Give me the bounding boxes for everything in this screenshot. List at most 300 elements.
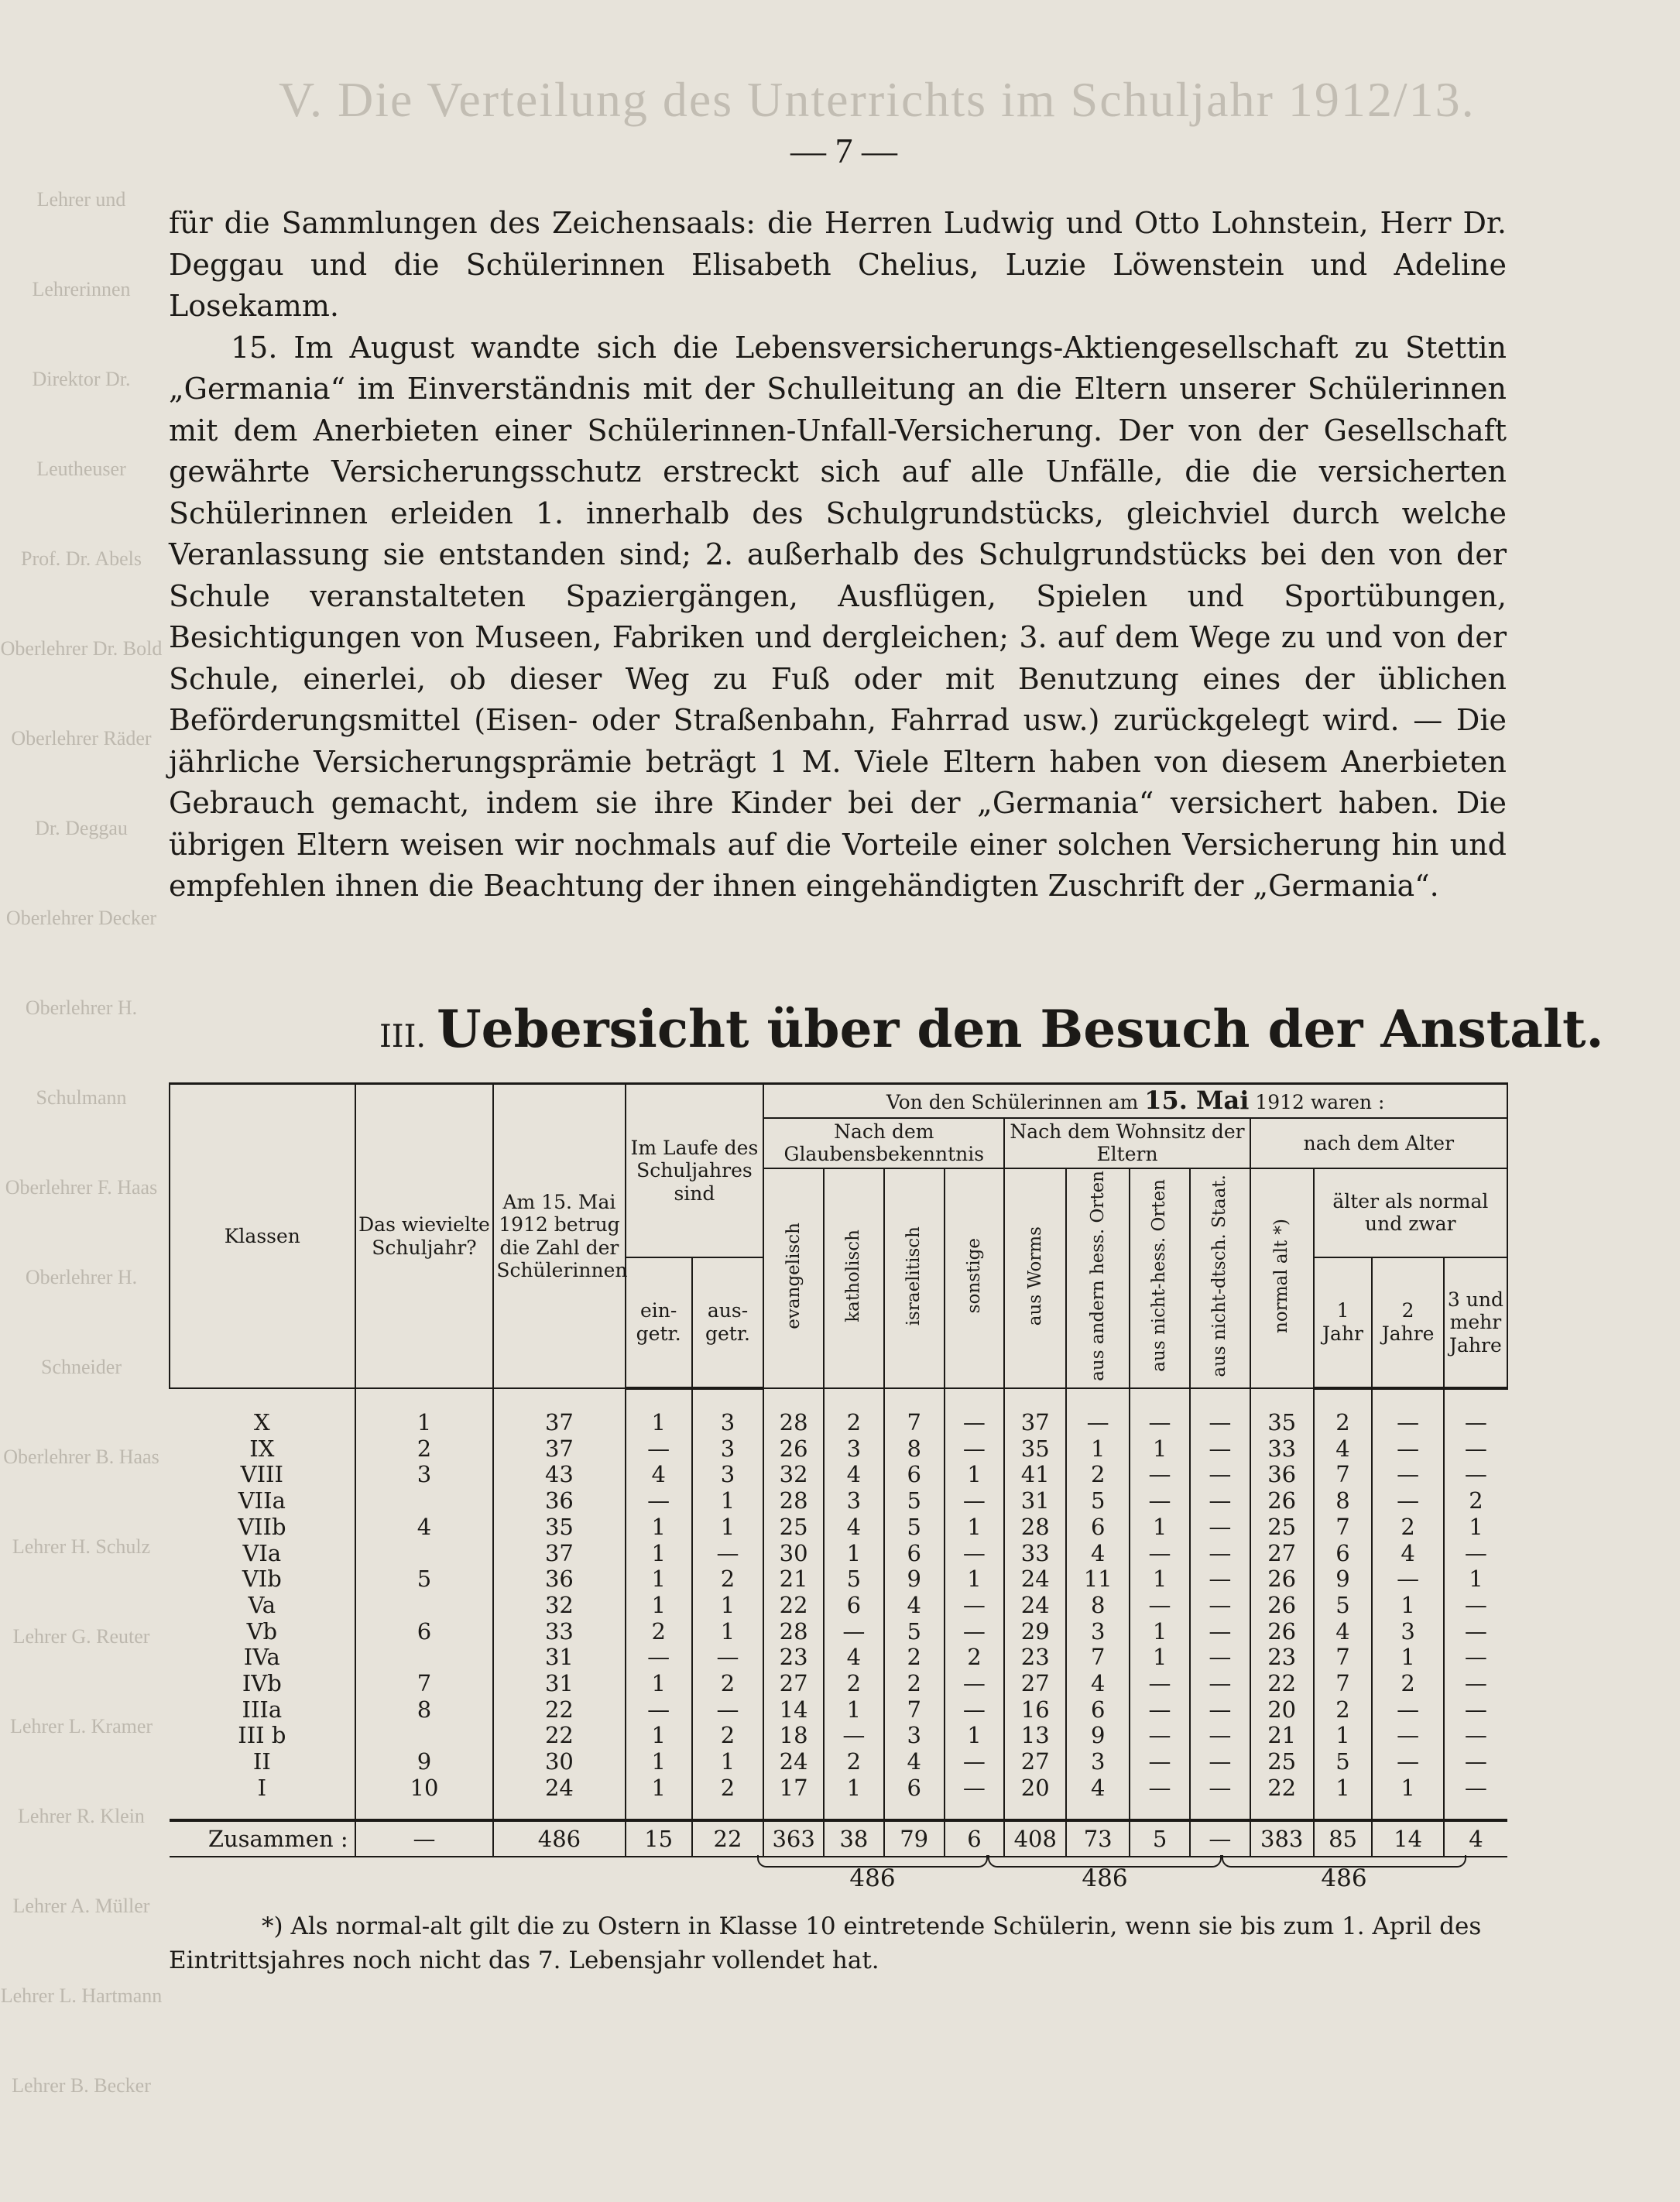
table-cell: — xyxy=(1372,1388,1443,1436)
table-cell: — xyxy=(1190,1514,1250,1541)
table-cell: 8 xyxy=(355,1697,494,1724)
table-cell: VIb xyxy=(242,1566,282,1593)
table-cell: — xyxy=(692,1697,763,1724)
table-cell: 7 xyxy=(1314,1514,1373,1541)
table-cell: 14 xyxy=(763,1697,824,1724)
table-cell: — xyxy=(945,1775,1005,1820)
table-cell: 18 xyxy=(763,1723,824,1749)
table-cell: 7 xyxy=(1066,1645,1130,1671)
table-cell: 28 xyxy=(1004,1514,1066,1541)
col-header-1jahr: 1 Jahr xyxy=(1314,1257,1373,1388)
table-cell: 37 xyxy=(493,1388,625,1436)
table-cell: — xyxy=(1444,1775,1507,1820)
table-cell: — xyxy=(1190,1593,1250,1619)
col-header-alter: nach dem Alter xyxy=(1250,1118,1507,1168)
table-cell: 29 xyxy=(1004,1619,1066,1645)
table-cell: 4 xyxy=(1066,1775,1130,1820)
table-cell: 9 xyxy=(1314,1566,1373,1593)
table-cell: 1 xyxy=(1130,1645,1190,1671)
table-cell: 15 xyxy=(626,1820,692,1857)
table-cell: 32 xyxy=(493,1593,625,1619)
table-cell: 41 xyxy=(1004,1462,1066,1488)
table-cell: 8 xyxy=(1066,1593,1130,1619)
table-cell: 22 xyxy=(493,1697,625,1724)
table-cell: 3 xyxy=(884,1723,945,1749)
table-cell: — xyxy=(626,1645,692,1671)
page-number: — 7 — xyxy=(790,131,897,170)
col-header-wohnsitz: Nach dem Wohnsitz der Eltern xyxy=(1004,1118,1250,1168)
table-cell: 10 xyxy=(355,1775,494,1820)
table-cell: 79 xyxy=(884,1820,945,1857)
table-cell: — xyxy=(945,1671,1005,1697)
table-cell: 4 xyxy=(1314,1436,1373,1463)
table-row xyxy=(170,1645,1507,1671)
table-cell: VIII xyxy=(240,1461,283,1488)
table-cell: 1 xyxy=(626,1514,692,1541)
header-text: aus nicht-dtsch. Staat. xyxy=(1209,1174,1230,1377)
table-cell: 6 xyxy=(1314,1541,1373,1567)
table-cell: 6 xyxy=(884,1775,945,1820)
table-cell: 21 xyxy=(1250,1723,1314,1749)
table-cell: 1 xyxy=(692,1514,763,1541)
table-cell: 1 xyxy=(945,1462,1005,1488)
table-row xyxy=(170,1541,1507,1567)
header-text: aus andern hess. Orten xyxy=(1087,1170,1108,1381)
table-cell: — xyxy=(1190,1436,1250,1463)
table-cell: 2 xyxy=(1314,1388,1373,1436)
table-cell: 6 xyxy=(945,1820,1005,1857)
table-row xyxy=(170,1488,1507,1514)
table-cell: — xyxy=(1190,1671,1250,1697)
header-text: aus nicht-hess. Orten xyxy=(1149,1179,1170,1372)
table-cell: 4 xyxy=(1372,1541,1443,1567)
header-text: israelitisch xyxy=(903,1226,924,1326)
table-cell: — xyxy=(945,1593,1005,1619)
table-cell: 1 xyxy=(1372,1593,1443,1619)
table-cell: — xyxy=(1130,1541,1190,1567)
table-cell: 37 xyxy=(493,1436,625,1463)
table-cell: 408 xyxy=(1004,1820,1066,1857)
table-cell: 38 xyxy=(824,1820,884,1857)
table-cell: 2 xyxy=(692,1671,763,1697)
table-cell: 3 xyxy=(692,1436,763,1463)
table-cell: 20 xyxy=(1250,1697,1314,1724)
header-text: Von den Schülerinnen am xyxy=(886,1091,1139,1113)
table-cell: 24 xyxy=(493,1775,625,1820)
col-header-nichtdtsch xyxy=(1190,1168,1250,1388)
table-cell: 2 xyxy=(1372,1671,1443,1697)
table-cell: 30 xyxy=(493,1749,625,1775)
table-cell: IVa xyxy=(243,1644,280,1671)
col-header-am15mai: Am 15. Mai 1912 betrug die Zahl der Schülerinnen xyxy=(493,1084,625,1389)
table-cell: 2 xyxy=(692,1566,763,1593)
table-cell: 4 xyxy=(824,1645,884,1671)
table-cell: — xyxy=(1130,1723,1190,1749)
bleed-name: Dr. Deggau xyxy=(35,817,128,839)
table-cell: — xyxy=(1372,1749,1443,1775)
table-cell: — xyxy=(1444,1462,1507,1488)
table-cell: 24 xyxy=(763,1749,824,1775)
table-cell: — xyxy=(626,1697,692,1724)
table-cell: 36 xyxy=(1250,1462,1314,1488)
table-cell: 24 xyxy=(1004,1566,1066,1593)
bleed-name: Lehrer B. Becker xyxy=(12,2074,151,2097)
table-cell: 1 xyxy=(626,1566,692,1593)
totals-label: Zusammen : xyxy=(170,1820,355,1857)
table-cell: 1 xyxy=(626,1723,692,1749)
header-text: evangelisch xyxy=(783,1222,804,1329)
table-cell: 2 xyxy=(945,1645,1005,1671)
table-cell: 35 xyxy=(1250,1388,1314,1436)
table-cell: 23 xyxy=(1004,1645,1066,1671)
table-cell: — xyxy=(1130,1593,1190,1619)
table-cell: 1 xyxy=(1314,1723,1373,1749)
table-cell: — xyxy=(824,1619,884,1645)
table-cell: — xyxy=(1372,1462,1443,1488)
table-cell: — xyxy=(1190,1541,1250,1567)
table-cell: 1 xyxy=(355,1388,494,1436)
table-cell: — xyxy=(1190,1488,1250,1514)
table-cell: 33 xyxy=(1004,1541,1066,1567)
table-cell: 9 xyxy=(1066,1723,1130,1749)
table-row xyxy=(170,1749,1507,1775)
bleed-name: Prof. Dr. Abels xyxy=(21,547,142,570)
table-cell: 1 xyxy=(945,1566,1005,1593)
table-cell: 1 xyxy=(692,1593,763,1619)
table-cell: 4 xyxy=(884,1593,945,1619)
table-cell: — xyxy=(945,1388,1005,1436)
col-header-andern xyxy=(1066,1168,1130,1388)
table-cell: 1 xyxy=(626,1749,692,1775)
table-cell: 5 xyxy=(1314,1749,1373,1775)
table-cell: — xyxy=(945,1436,1005,1463)
table-row xyxy=(170,1566,1507,1593)
table-cell: 7 xyxy=(1314,1645,1373,1671)
table-cell: 27 xyxy=(763,1671,824,1697)
table-row xyxy=(170,1593,1507,1619)
table-cell: 27 xyxy=(1004,1749,1066,1775)
table-cell: 25 xyxy=(1250,1749,1314,1775)
table-row xyxy=(170,1697,1507,1724)
table-cell: — xyxy=(1190,1645,1250,1671)
table-cell: IVb xyxy=(242,1670,282,1697)
table-cell: 28 xyxy=(763,1488,824,1514)
table-cell: 22 xyxy=(763,1593,824,1619)
table-cell: 8 xyxy=(884,1436,945,1463)
table-cell: 2 xyxy=(1314,1697,1373,1724)
table-cell: 73 xyxy=(1066,1820,1130,1857)
table-cell: — xyxy=(692,1541,763,1567)
table-cell: — xyxy=(1190,1775,1250,1820)
table-cell: 8 xyxy=(1314,1488,1373,1514)
table-cell: 3 xyxy=(824,1488,884,1514)
table-row xyxy=(170,1775,1507,1820)
table-cell xyxy=(355,1541,494,1567)
table-cell: — xyxy=(1130,1388,1190,1436)
col-header-3jahre: 3 und mehr Jahre xyxy=(1444,1257,1507,1388)
table-cell: 3 xyxy=(692,1388,763,1436)
table-cell: 4 xyxy=(1066,1671,1130,1697)
table-cell: IIIa xyxy=(242,1696,283,1723)
header-text: sonstige xyxy=(963,1238,984,1314)
table-cell: Vb xyxy=(246,1617,278,1645)
paragraph: für die Sammlungen des Zeichensaals: die Herren Ludwig und Otto Lohnstein, Herr Dr. Deggau und die Schülerinnen Elisabeth Chelius, Luzie Löwenstein und Adeline Losekamm. xyxy=(169,206,1507,323)
table-cell: 1 xyxy=(626,1388,692,1436)
table-cell: 486 xyxy=(493,1820,625,1857)
table-cell: 32 xyxy=(763,1462,824,1488)
table-cell: VIIb xyxy=(238,1513,286,1540)
table-cell: 1 xyxy=(1372,1645,1443,1671)
table-cell: — xyxy=(626,1488,692,1514)
table-cell: 1 xyxy=(1130,1436,1190,1463)
bleed-name: Oberlehrer Räder xyxy=(11,727,152,749)
table-cell: 4 xyxy=(1444,1820,1507,1857)
bleed-name: Oberlehrer H. Schulmann xyxy=(25,996,138,1109)
table-row xyxy=(170,1514,1507,1541)
table-cell: 2 xyxy=(692,1723,763,1749)
table-cell: — xyxy=(945,1619,1005,1645)
table-cell: — xyxy=(1372,1436,1443,1463)
table-cell: — xyxy=(626,1436,692,1463)
table-cell: 3 xyxy=(1066,1619,1130,1645)
table-cell: 3 xyxy=(1066,1749,1130,1775)
table-cell: 1 xyxy=(692,1619,763,1645)
table-cell: 1 xyxy=(1314,1775,1373,1820)
table-cell: — xyxy=(1444,1749,1507,1775)
col-header-nichthess xyxy=(1130,1168,1190,1388)
table-cell: — xyxy=(1444,1436,1507,1463)
bleed-name: Oberlehrer H. Schneider xyxy=(25,1266,138,1378)
col-header-2jahre: 2 Jahre xyxy=(1372,1257,1443,1388)
table-cell: 37 xyxy=(1004,1388,1066,1436)
bleed-name: Oberlehrer Dr. Bold xyxy=(0,637,163,660)
footnote-text: *) Als normal-alt gilt die zu Ostern in Klasse 10 eintretende Schülerin, wenn sie bis zum 1. April des Eintrittsjahres noch nicht das 7. Lebensjahr vollendet hat. xyxy=(169,1912,1482,1974)
attendance-table xyxy=(169,1082,1508,1857)
table-cell: 383 xyxy=(1250,1820,1314,1857)
table-cell: 23 xyxy=(1250,1645,1314,1671)
table-cell: I xyxy=(257,1774,267,1801)
col-header-eingetr: ein-getr. xyxy=(626,1257,692,1388)
table-cell: — xyxy=(1444,1388,1507,1436)
body-text xyxy=(169,203,1507,907)
table-cell: 363 xyxy=(763,1820,824,1857)
table-cell: 33 xyxy=(1250,1436,1314,1463)
bleed-name: Oberlehrer B. Haas xyxy=(3,1446,159,1468)
table-cell: 3 xyxy=(355,1462,494,1488)
table-cell: 5 xyxy=(1066,1488,1130,1514)
table-cell: 27 xyxy=(1250,1541,1314,1567)
table-cell: 7 xyxy=(1314,1671,1373,1697)
table-cell: — xyxy=(1190,1619,1250,1645)
table-cell: — xyxy=(1190,1749,1250,1775)
bleed-through-title: V. Die Verteilung des Unterrichts im Schuljahr 1912/13. xyxy=(279,72,1476,127)
table-cell: 16 xyxy=(1004,1697,1066,1724)
table-cell: 9 xyxy=(355,1749,494,1775)
header-text: 15. Mai xyxy=(1144,1086,1250,1115)
table-cell: — xyxy=(1444,1619,1507,1645)
table-cell: 31 xyxy=(493,1671,625,1697)
table-cell: — xyxy=(355,1820,494,1857)
table-cell xyxy=(355,1488,494,1514)
table-cell: 28 xyxy=(763,1388,824,1436)
table-cell: — xyxy=(1444,1645,1507,1671)
table-cell: — xyxy=(1190,1820,1250,1857)
table-cell xyxy=(355,1723,494,1749)
table-cell: 3 xyxy=(692,1462,763,1488)
table-cell: — xyxy=(1130,1671,1190,1697)
table-cell: 6 xyxy=(1066,1514,1130,1541)
table-cell: 6 xyxy=(884,1541,945,1567)
table-cell: 4 xyxy=(824,1514,884,1541)
table-cell: 3 xyxy=(1372,1619,1443,1645)
table-row xyxy=(170,1619,1507,1645)
section-title: Uebersicht über den Besuch der Anstalt. xyxy=(437,999,1604,1059)
table-cell: 2 xyxy=(824,1671,884,1697)
table-cell: — xyxy=(1444,1723,1507,1749)
table-cell: 6 xyxy=(824,1593,884,1619)
table-cell: — xyxy=(1130,1749,1190,1775)
header-text: 1912 waren : xyxy=(1255,1091,1385,1113)
table-cell: 26 xyxy=(1250,1593,1314,1619)
bleed-through-names xyxy=(0,155,163,2131)
header-text: aus Worms xyxy=(1024,1226,1045,1326)
table-cell: 1 xyxy=(1444,1566,1507,1593)
table-cell: 11 xyxy=(1066,1566,1130,1593)
bleed-name: Lehrer G. Reuter xyxy=(12,1625,150,1648)
table-cell: 31 xyxy=(1004,1488,1066,1514)
bleed-name: Oberlehrer Decker xyxy=(5,907,157,929)
table-cell: — xyxy=(945,1541,1005,1567)
table-cell: 6 xyxy=(1066,1697,1130,1724)
table-cell: 3 xyxy=(824,1436,884,1463)
table-cell: 33 xyxy=(493,1619,625,1645)
table-row xyxy=(170,1671,1507,1697)
table-cell: 30 xyxy=(763,1541,824,1567)
table-cell: III b xyxy=(238,1722,286,1749)
table-cell: 1 xyxy=(945,1514,1005,1541)
table-cell: 37 xyxy=(493,1541,625,1567)
table-cell: 4 xyxy=(1314,1619,1373,1645)
table-cell: 5 xyxy=(355,1566,494,1593)
table-cell: 17 xyxy=(763,1775,824,1820)
col-header-aelter: älter als normal und zwar xyxy=(1314,1168,1507,1257)
bleed-name: Lehrer und Lehrerinnen xyxy=(32,188,131,300)
table-cell: — xyxy=(824,1723,884,1749)
bleed-name: Lehrer R. Klein xyxy=(18,1805,145,1827)
table-cell: 5 xyxy=(1314,1593,1373,1619)
table-cell: 26 xyxy=(763,1436,824,1463)
table-cell: 1 xyxy=(824,1697,884,1724)
table-cell: 1 xyxy=(692,1749,763,1775)
table-cell: VIIa xyxy=(238,1487,286,1514)
table-cell: 1 xyxy=(626,1541,692,1567)
table-cell: — xyxy=(1372,1697,1443,1724)
header-text: katholisch xyxy=(843,1229,864,1322)
col-header-worms xyxy=(1004,1168,1066,1388)
table-cell: X xyxy=(253,1408,270,1435)
table-cell: — xyxy=(1444,1671,1507,1697)
table-cell: 1 xyxy=(626,1775,692,1820)
table-cell: 22 xyxy=(1250,1775,1314,1820)
table-cell: — xyxy=(1190,1723,1250,1749)
table-cell: 35 xyxy=(493,1514,625,1541)
totals-row xyxy=(170,1820,1507,1857)
table-cell: 2 xyxy=(1444,1488,1507,1514)
table-cell: 5 xyxy=(884,1488,945,1514)
table-cell: 4 xyxy=(1066,1541,1130,1567)
col-header-imlaufe: Im Laufe des Schuljahres sind xyxy=(626,1084,764,1257)
table-cell: 1 xyxy=(1444,1514,1507,1541)
table-cell: 13 xyxy=(1004,1723,1066,1749)
glaubens-total: 486 xyxy=(849,1864,896,1892)
table-cell: 6 xyxy=(884,1462,945,1488)
table-cell: — xyxy=(1130,1488,1190,1514)
section-heading xyxy=(379,999,1604,1059)
col-header-von xyxy=(763,1084,1507,1118)
table-cell: Va xyxy=(248,1591,276,1618)
table-cell: — xyxy=(1190,1388,1250,1436)
table-cell: — xyxy=(1130,1697,1190,1724)
table-cell: 4 xyxy=(824,1462,884,1488)
table-cell xyxy=(355,1645,494,1671)
table-cell: 23 xyxy=(763,1645,824,1671)
table-row xyxy=(170,1388,1507,1436)
table-cell: 7 xyxy=(884,1388,945,1436)
table-cell: 26 xyxy=(1250,1619,1314,1645)
table-row xyxy=(170,1462,1507,1488)
table-cell: 1 xyxy=(824,1541,884,1567)
table-cell: — xyxy=(1190,1566,1250,1593)
table-cell: 1 xyxy=(626,1593,692,1619)
table-cell: 5 xyxy=(884,1514,945,1541)
table-cell: 2 xyxy=(355,1436,494,1463)
bleed-name: Direktor Dr. Leutheuser xyxy=(32,368,131,480)
table-cell: 9 xyxy=(884,1566,945,1593)
table-cell: 21 xyxy=(763,1566,824,1593)
table-cell: 1 xyxy=(945,1723,1005,1749)
table-cell: 85 xyxy=(1314,1820,1373,1857)
table-cell: 22 xyxy=(1250,1671,1314,1697)
table-cell: 6 xyxy=(355,1619,494,1645)
table-cell: 2 xyxy=(884,1645,945,1671)
col-header-glaubens: Nach dem Glaubensbekenntnis xyxy=(763,1118,1004,1168)
table-cell: 26 xyxy=(1250,1488,1314,1514)
table-cell: 26 xyxy=(1250,1566,1314,1593)
table-cell: 31 xyxy=(493,1645,625,1671)
col-header-wievielte: Das wievielte Schuljahr? xyxy=(355,1084,494,1389)
table-cell: 1 xyxy=(692,1488,763,1514)
col-header-evangelisch xyxy=(763,1168,824,1388)
footnote xyxy=(169,1909,1508,1977)
table-cell: — xyxy=(1444,1541,1507,1567)
table-cell: 2 xyxy=(692,1775,763,1820)
table-cell xyxy=(355,1593,494,1619)
table-cell: — xyxy=(1130,1462,1190,1488)
wohnsitz-total: 486 xyxy=(1082,1864,1128,1892)
table-cell: — xyxy=(1190,1462,1250,1488)
table-cell: 1 xyxy=(824,1775,884,1820)
table-cell: — xyxy=(945,1749,1005,1775)
bleed-name: Lehrer H. Schulz xyxy=(12,1535,151,1558)
table-cell: 35 xyxy=(1004,1436,1066,1463)
table-cell: — xyxy=(1130,1775,1190,1820)
table-cell: 36 xyxy=(493,1488,625,1514)
table-cell: — xyxy=(1444,1593,1507,1619)
bleed-name: Lehrer L. Kramer xyxy=(9,1715,153,1737)
alter-total: 486 xyxy=(1321,1864,1367,1892)
table-cell: 4 xyxy=(626,1462,692,1488)
table-cell: 4 xyxy=(355,1514,494,1541)
